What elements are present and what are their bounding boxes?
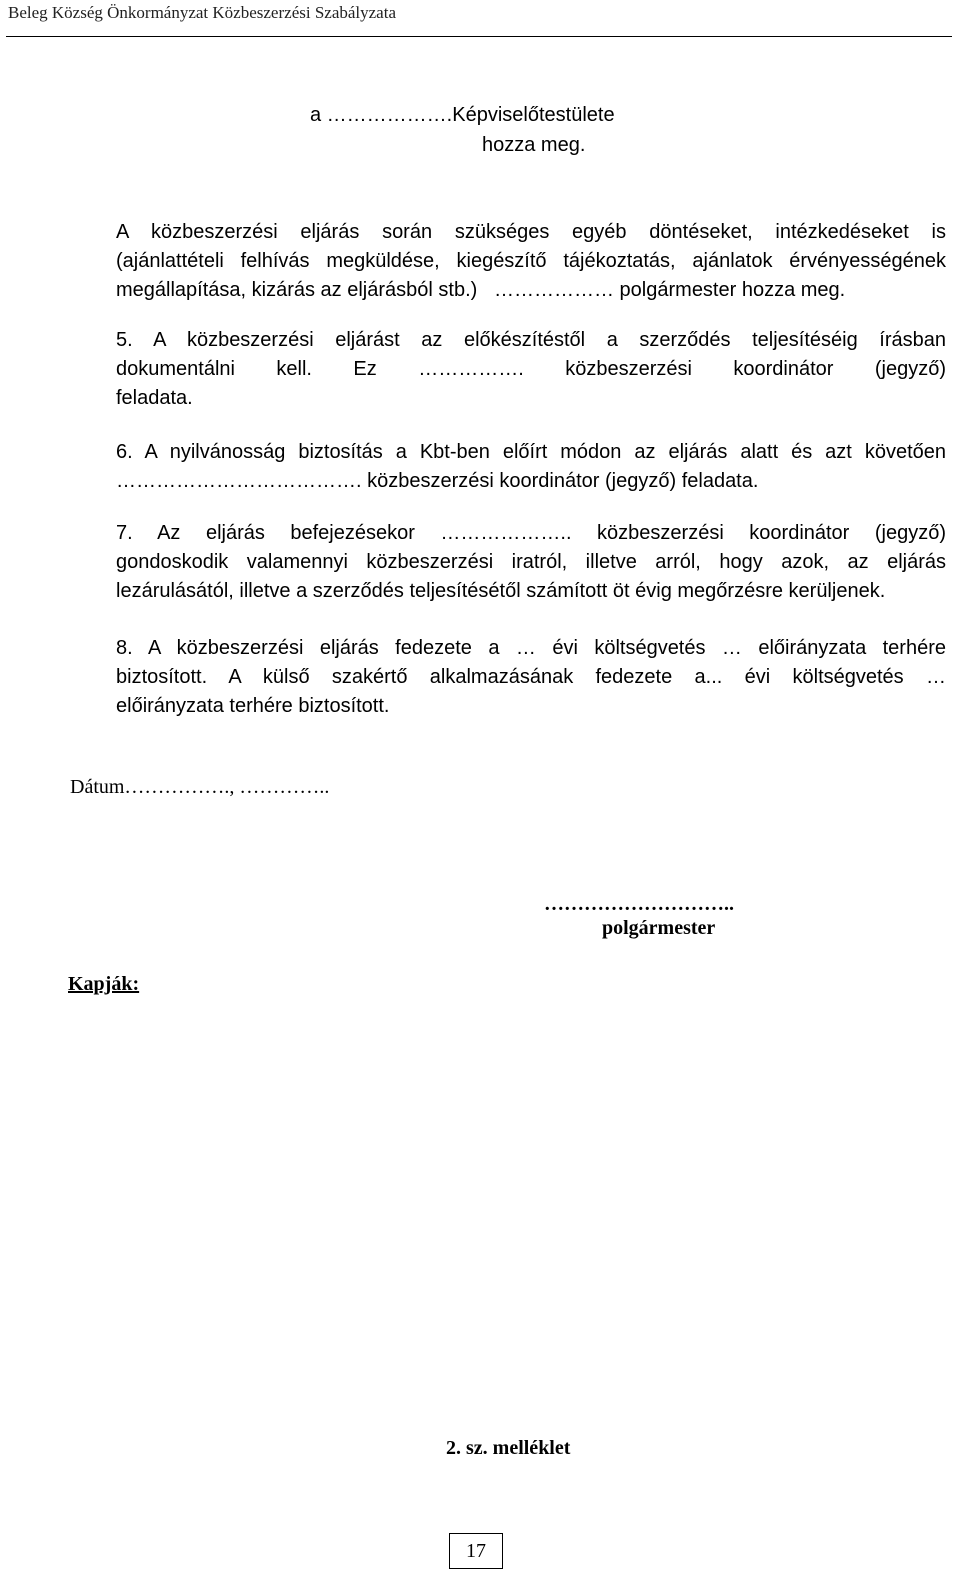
item-5-line-1: 5. A közbeszerzési eljárást az előkészítéstől a szerződés teljesítéséig írásban [116, 329, 946, 351]
header-title: Beleg Község Önkormányzat Közbeszerzési Szabályzata [8, 3, 396, 22]
item-5-line-2: dokumentálni kell. Ez ……………. közbeszerzési koordinátor (jegyző) [116, 358, 946, 380]
item-6-line-2: ………………………………. közbeszerzési koordinátor (jegyző) feladata. [116, 470, 759, 492]
intro-line-1: A közbeszerzési eljárás során szükséges egyéb döntéseket, intézkedéseket is [116, 221, 946, 243]
item-7-line-1: 7. Az eljárás befejezésekor ……………….. közbeszerzési koordinátor (jegyző) [116, 522, 946, 544]
adopt-line: hozza meg. [482, 134, 586, 156]
intro-line-3b: ……………… polgármester hozza meg. [494, 279, 846, 301]
intro-line-3a: megállapítása, kizárás az eljárásból stb.) [116, 279, 478, 301]
date-line: Dátum……………., ………….. [70, 776, 330, 798]
item-8-line-3: előirányzata terhére biztosított. [116, 695, 390, 717]
item-5-line-3: feladata. [116, 387, 193, 409]
annex-label: 2. sz. melléklet [446, 1437, 571, 1459]
item-6-line-1: 6. A nyilvánosság biztosítás a Kbt-ben előírt módon az eljárás alatt és azt követően [116, 441, 946, 463]
item-8-line-2: biztosított. A külső szakértő alkalmazásának fedezete a... évi költségvetés … [116, 666, 946, 688]
signature-title: polgármester [602, 917, 716, 939]
document-header [6, 0, 952, 37]
council-line: a ……………….Képviselőtestülete [310, 104, 615, 126]
item-8-line-1: 8. A közbeszerzési eljárás fedezete a … évi költségvetés … előirányzata terhére [116, 637, 946, 659]
intro-line-2: (ajánlattételi felhívás megküldése, kiegészítő tájékoztatás, ajánlatok érvényességének [116, 250, 946, 272]
signature-dots: ……………………….. [544, 893, 734, 915]
recipients-heading: Kapják: [68, 973, 140, 995]
page-number: 17 [449, 1533, 503, 1569]
item-7-line-3: lezárulásától, illetve a szerződés teljesítésétől számított öt évig megőrzésre kerüljenek. [116, 580, 886, 602]
item-7-line-2: gondoskodik valamennyi közbeszerzési iratról, illetve arról, hogy azok, az eljárás [116, 551, 946, 573]
